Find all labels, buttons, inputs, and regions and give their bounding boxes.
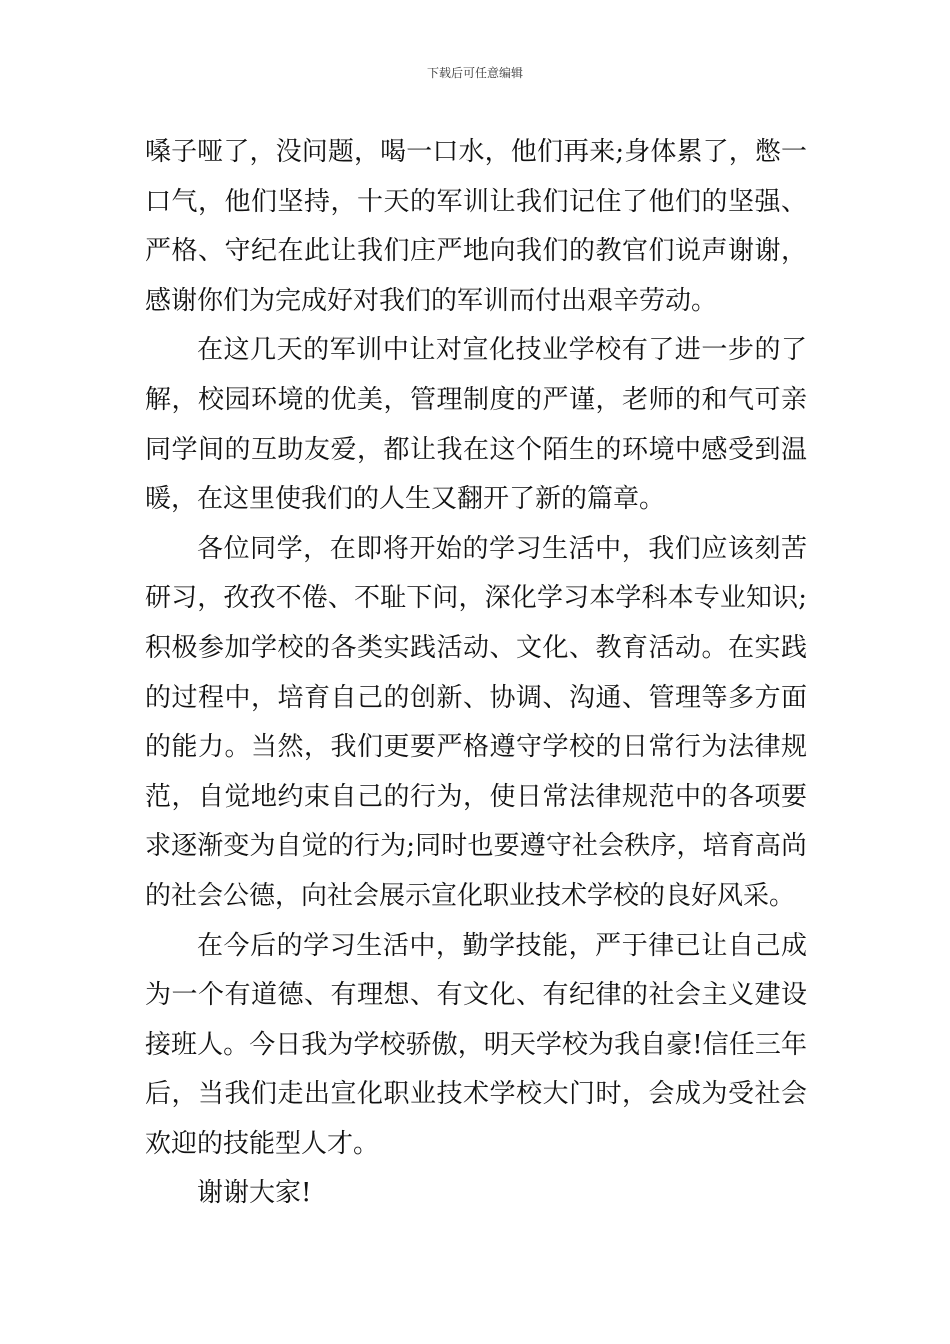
paragraph-closing: 谢谢大家! <box>197 1178 312 1209</box>
paragraph-4: 在今后的学习生活中，勤学技能，严于律已让自己成为一个有道德、有理想、有文化、有纪律的社会主义建设接班人。今日我为学校骄傲，明天学校为我自豪!信任三年后，当我们走出宣化职业技术学校大门时，会成为受社会欢迎的技能型人才。 <box>145 930 807 1159</box>
paragraph-2: 在这几天的军训中让对宣化技业学校有了进一步的了解，校园环境的优美，管理制度的严谨，老师的和气可亲同学间的互助友爱，都让我在这个陌生的环境中感受到温暖，在这里使我们的人生又翻开了新的篇章。 <box>145 335 807 515</box>
paragraph-1: 嗓子哑了，没问题，喝一口水，他们再来;身体累了，憋一口气，他们坚持，十天的军训让我们记住了他们的坚强、严格、守纪在此让我们庄严地向我们的教官们说声谢谢，感谢你们为完成好对我们的军训而付出艰辛劳动。 <box>145 137 807 316</box>
document-body <box>145 128 807 1219</box>
paragraph-3: 各位同学，在即将开始的学习生活中，我们应该刻苦研习，孜孜不倦、不耻下问，深化学习本学科本专业知识;积极参加学校的各类实践活动、文化、教育活动。在实践的过程中，培育自己的创新、协调、沟通、管理等多方面的能力。当然，我们更要严格遵守学校的日常行为法律规范，自觉地约束自己的行为，使日常法律规范中的各项要求逐渐变为自觉的行为;同时也要遵守社会秩序，培育高尚的社会公德，向社会展示宣化职业技术学校的良好风采。 <box>145 533 807 911</box>
page-header-note: 下载后可任意编辑 <box>426 66 523 80</box>
